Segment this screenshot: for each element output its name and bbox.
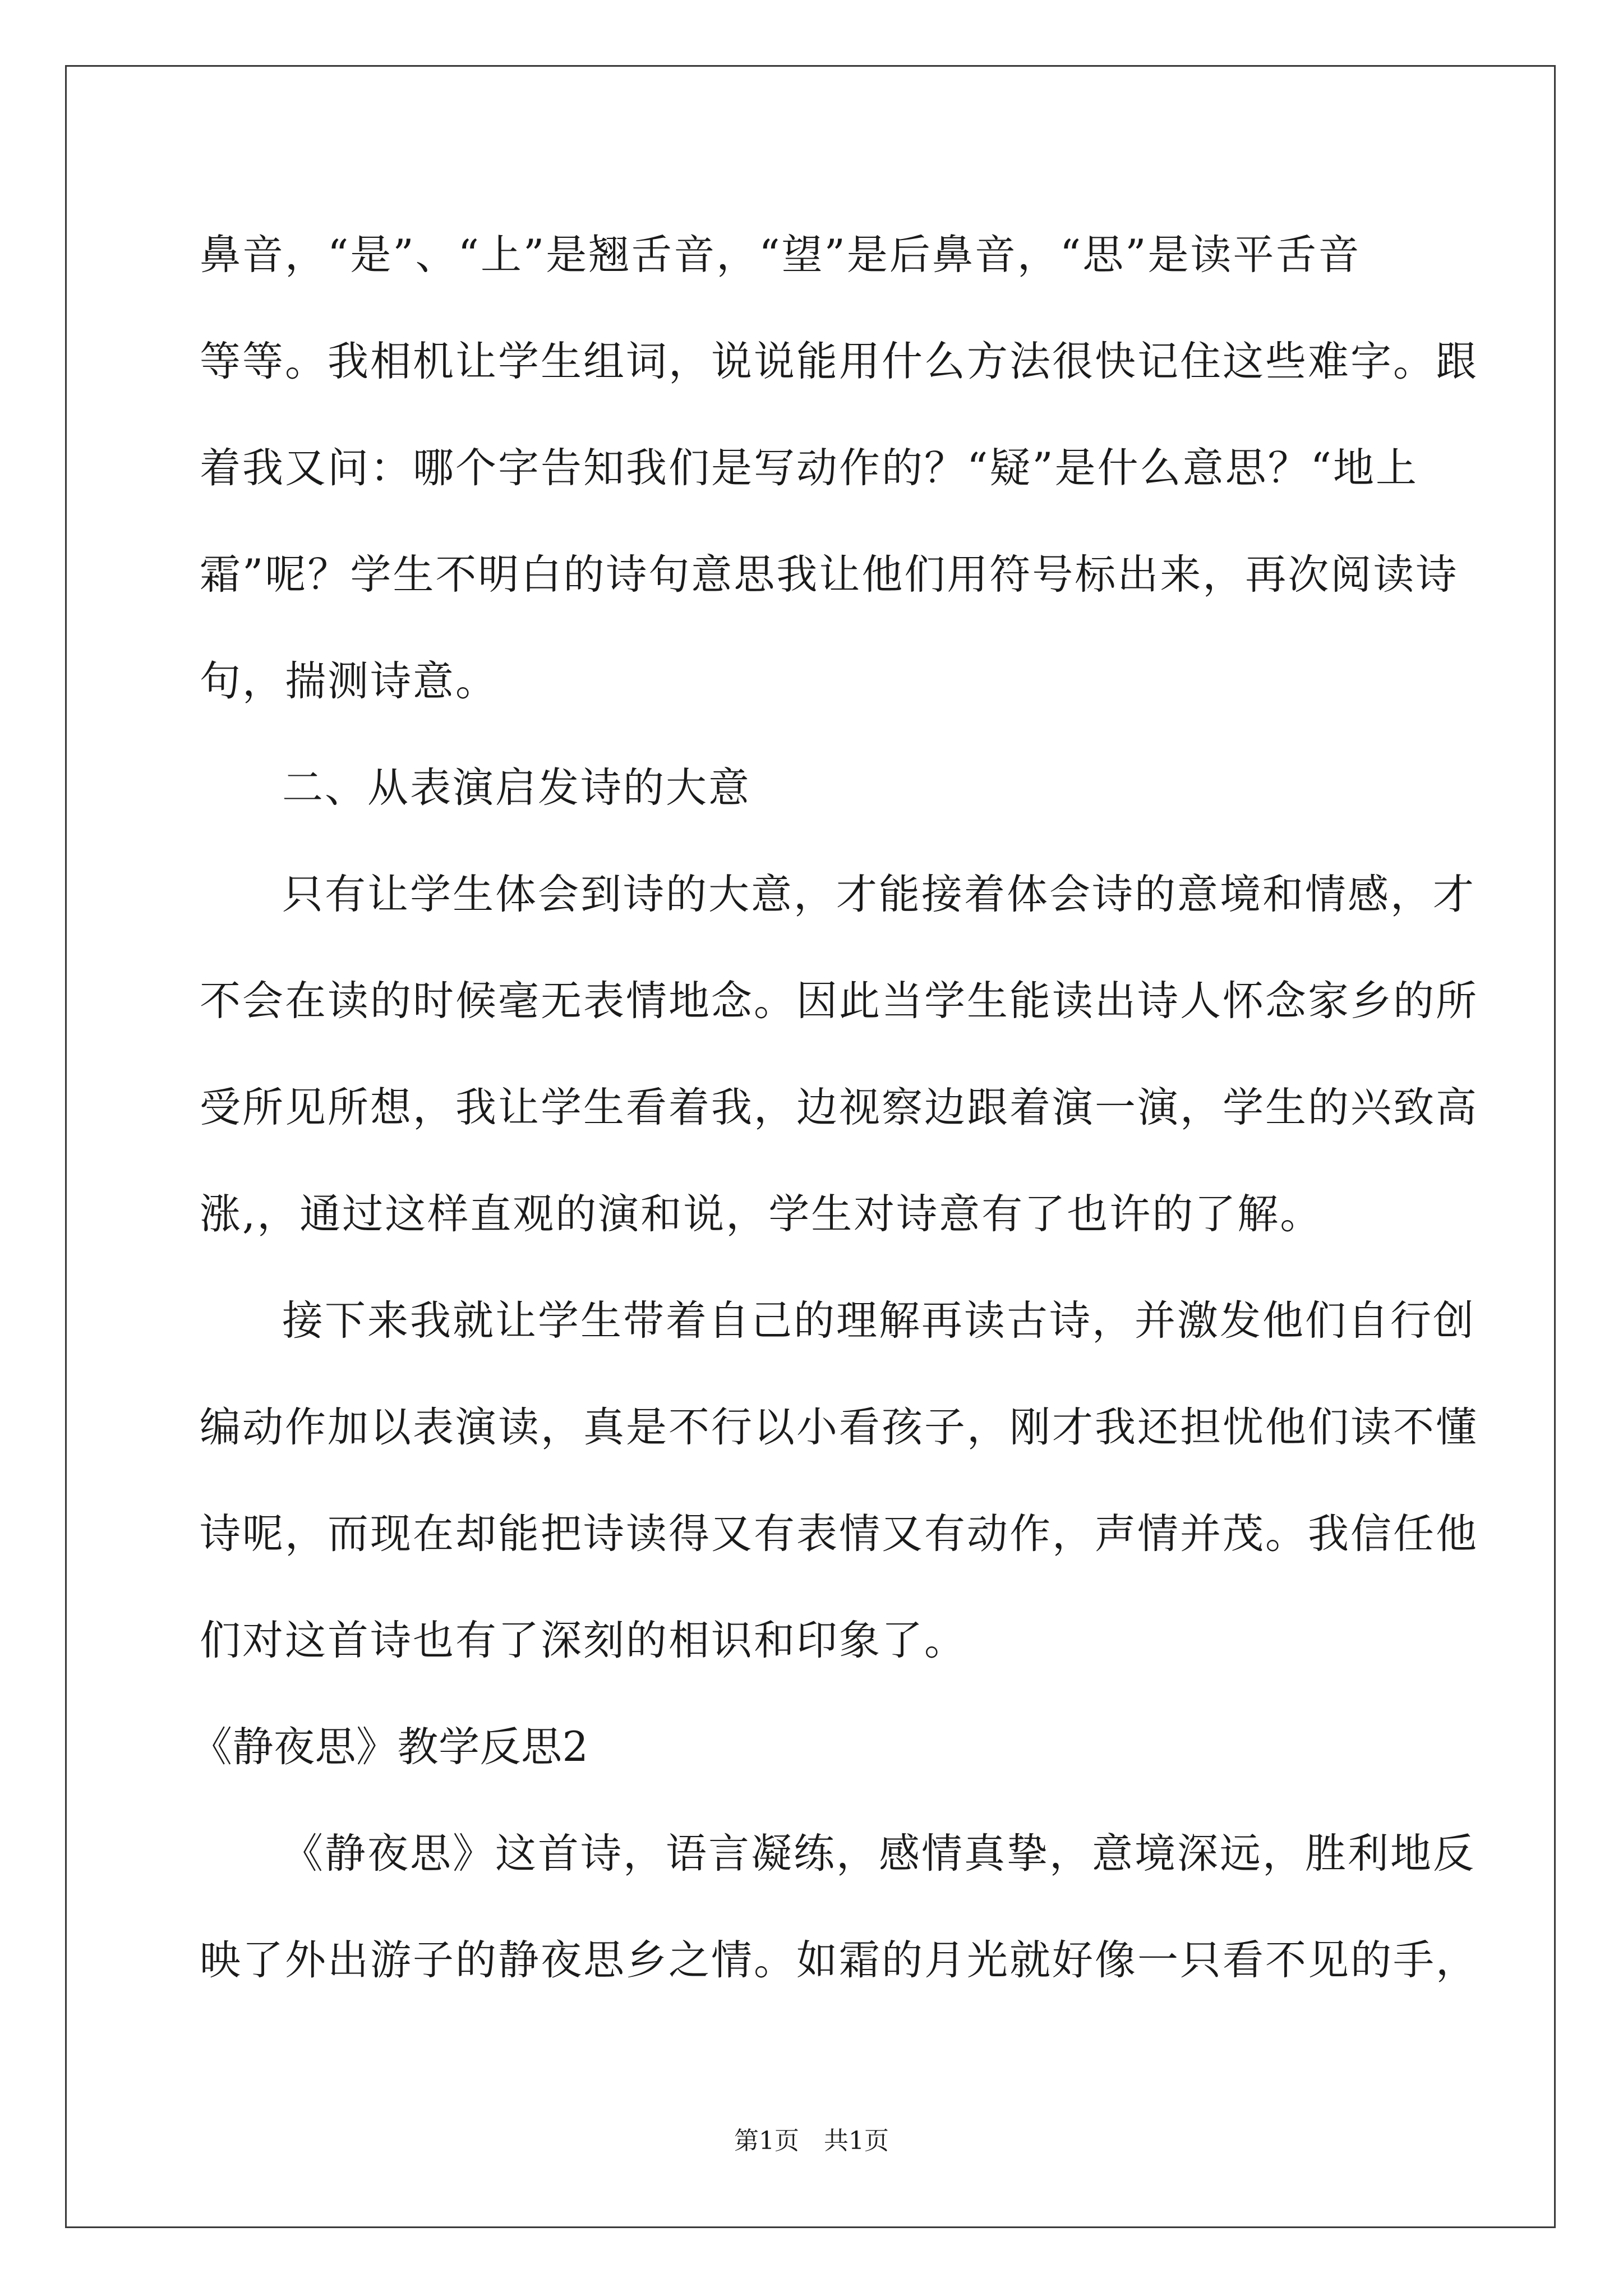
- paragraph-line: 霜”呢？学生不明白的诗句意思我让他们用符号标出来，再次阅读诗: [200, 551, 1459, 599]
- page-footer: 第1页 共1页: [734, 2127, 889, 2155]
- paragraph-line: 《静夜思》这首诗，语言凝练，感情真挚，意境深远，胜利地反: [282, 1830, 1476, 1878]
- document-body: [191, 202, 1478, 2014]
- paragraph-line: 只有让学生体会到诗的大意，才能接着体会诗的意境和情感，才: [282, 871, 1476, 918]
- paragraph-line: 诗呢，而现在却能把诗读得又有表情又有动作，声情并茂。我信任他: [200, 1510, 1478, 1558]
- paragraph-line: 着我又问：哪个字告知我们是写动作的？“疑”是什么意思？“地上: [200, 444, 1418, 492]
- paragraph-line: 映了外出游子的静夜思乡之情。如霜的月光就好像一只看不见的手，: [200, 1936, 1478, 1984]
- paragraph-line: 句，揣测诗意。: [200, 657, 498, 705]
- paragraph-line: 们对这首诗也有了深刻的相识和印象了。: [200, 1617, 967, 1664]
- paragraph-line: 接下来我就让学生带着自己的理解再读古诗，并激发他们自行创: [282, 1297, 1476, 1345]
- paragraph-line: 不会在读的时候毫无表情地念。因此当学生能读出诗人怀念家乡的所: [200, 977, 1478, 1025]
- paragraph-line: 编动作加以表演读，真是不行以小看孩子，刚才我还担忧他们读不懂: [200, 1404, 1478, 1451]
- paragraph-line: 涨,，通过这样直观的演和说，学生对诗意有了也许的了解。: [200, 1190, 1323, 1238]
- section-heading: 二、从表演启发诗的大意: [282, 764, 751, 812]
- paragraph-line: 等等。我相机让学生组词，说说能用什么方法很快记住这些难字。跟: [200, 338, 1478, 385]
- paragraph-line: 鼻音，“是”、“上”是翘舌音，“望”是后鼻音，“思”是读平舌音: [200, 231, 1361, 279]
- article-title: 《静夜思》教学反思2: [191, 1723, 589, 1771]
- paragraph-line: 受所见所想，我让学生看着我，边视察边跟着演一演，学生的兴致高: [200, 1084, 1478, 1131]
